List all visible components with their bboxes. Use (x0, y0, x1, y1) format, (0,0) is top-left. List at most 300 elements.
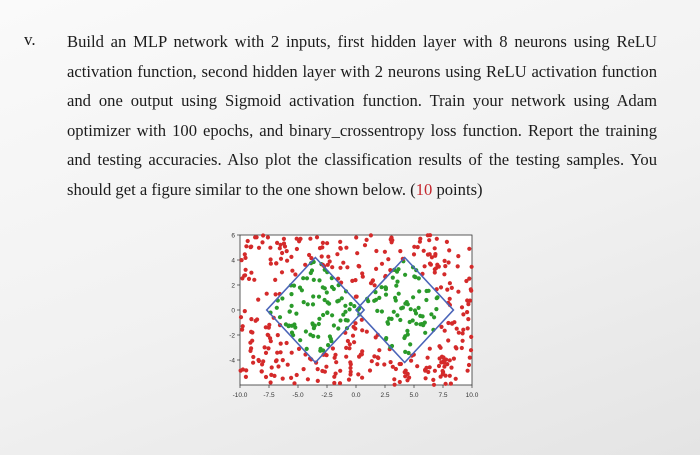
point-outside (368, 368, 372, 372)
y-tick-label: 2 (231, 282, 235, 290)
question-points-suffix: points) (432, 179, 483, 199)
point-outside (465, 298, 469, 302)
point-outside (315, 235, 319, 239)
point-outside (441, 372, 445, 376)
point-outside (295, 373, 299, 377)
point-outside (320, 254, 324, 258)
point-inside (427, 289, 431, 293)
point-outside (376, 356, 380, 360)
point-inside (311, 334, 315, 338)
point-outside (352, 325, 356, 329)
y-axis-ticks (229, 232, 240, 364)
point-outside (323, 370, 327, 374)
point-outside (249, 271, 253, 275)
point-outside (268, 246, 272, 250)
point-outside (242, 274, 246, 278)
point-outside (285, 341, 289, 345)
point-inside (332, 287, 336, 291)
point-inside (312, 326, 316, 330)
point-inside (349, 302, 353, 306)
point-outside (377, 348, 381, 352)
point-inside (317, 295, 321, 299)
point-outside (438, 356, 442, 360)
point-outside (251, 355, 255, 359)
point-outside (260, 240, 264, 244)
point-outside (302, 367, 306, 371)
point-outside (460, 305, 464, 309)
point-outside (338, 381, 342, 385)
point-inside (330, 313, 334, 317)
point-inside (306, 302, 310, 306)
point-outside (469, 335, 473, 339)
point-outside (398, 380, 402, 384)
point-outside (437, 364, 441, 368)
point-outside (456, 254, 460, 258)
point-outside (383, 250, 387, 254)
point-outside (360, 349, 364, 353)
point-outside (363, 243, 367, 247)
point-outside (334, 372, 338, 376)
point-outside (461, 328, 465, 332)
point-outside (285, 259, 289, 263)
point-outside (353, 278, 357, 282)
point-inside (302, 300, 306, 304)
point-outside (426, 356, 430, 360)
point-inside (278, 315, 282, 319)
point-outside (348, 360, 352, 364)
point-outside (433, 369, 437, 373)
point-inside (386, 322, 390, 326)
y-tick-label: -4 (229, 357, 235, 365)
point-outside (330, 265, 334, 269)
point-outside (240, 328, 244, 332)
point-outside (456, 264, 460, 268)
point-outside (429, 263, 433, 267)
point-outside (263, 345, 267, 349)
point-inside (317, 317, 321, 321)
point-outside (326, 255, 330, 259)
point-outside (278, 246, 282, 250)
point-outside (398, 249, 402, 253)
point-inside (311, 323, 315, 327)
point-outside (433, 246, 437, 250)
point-outside (405, 378, 409, 382)
point-outside (442, 365, 446, 369)
x-tick-label: 0.0 (351, 392, 361, 399)
point-outside (373, 283, 377, 287)
point-outside (428, 347, 432, 351)
point-outside (391, 365, 395, 369)
point-inside (403, 350, 407, 354)
point-inside (398, 318, 402, 322)
point-outside (269, 339, 273, 343)
point-outside (365, 238, 369, 242)
point-inside (414, 322, 418, 326)
point-outside (272, 374, 276, 378)
point-inside (323, 286, 327, 290)
x-axis-ticks (233, 385, 479, 399)
point-outside (243, 252, 247, 256)
point-outside (246, 239, 250, 243)
point-outside (308, 237, 312, 241)
point-outside (356, 372, 360, 376)
point-inside (346, 318, 350, 322)
point-outside (255, 317, 259, 321)
points-value: 10 (415, 179, 433, 199)
question-text (67, 27, 657, 204)
point-outside (431, 378, 435, 382)
point-inside (332, 323, 336, 327)
point-inside (403, 302, 407, 306)
y-tick-label: 0 (231, 307, 235, 315)
point-outside (398, 362, 402, 366)
point-inside (294, 312, 298, 316)
point-outside (282, 237, 286, 241)
point-outside (344, 246, 348, 250)
point-inside (375, 309, 379, 313)
point-inside (318, 349, 322, 353)
point-outside (456, 290, 460, 294)
point-outside (360, 271, 364, 275)
point-outside (382, 362, 386, 366)
point-inside (311, 302, 315, 306)
point-outside (348, 342, 352, 346)
point-outside (351, 334, 355, 338)
point-outside (269, 257, 273, 261)
point-outside (266, 333, 270, 337)
point-outside (335, 252, 339, 256)
point-outside (439, 285, 443, 289)
point-outside (445, 240, 449, 244)
point-outside (339, 247, 343, 251)
point-outside (357, 264, 361, 268)
point-inside (395, 313, 399, 317)
point-inside (423, 321, 427, 325)
point-inside (317, 322, 321, 326)
point-outside (274, 261, 278, 265)
point-outside (439, 346, 443, 350)
point-inside (300, 288, 304, 292)
point-inside (405, 329, 409, 333)
point-outside (239, 369, 243, 373)
point-inside (409, 307, 413, 311)
point-outside (281, 358, 285, 362)
point-outside (355, 295, 359, 299)
point-outside (466, 326, 470, 330)
point-outside (442, 359, 446, 363)
point-outside (452, 357, 456, 361)
point-outside (325, 241, 329, 245)
point-outside (461, 339, 465, 343)
point-inside (325, 311, 329, 315)
point-inside (321, 313, 325, 317)
point-outside (280, 251, 284, 255)
point-outside (256, 298, 260, 302)
point-outside (292, 381, 296, 385)
point-outside (454, 377, 458, 381)
point-outside (446, 321, 450, 325)
point-outside (448, 374, 452, 378)
x-tick-label: -5.0 (292, 392, 304, 399)
point-inside (392, 310, 396, 314)
point-inside (336, 326, 340, 330)
question-body: Build an MLP network with 2 inputs, first hidden layer with 8 neurons using ReLU activation function, second hidden layer with 2 neurons using ReLU activation function and one output using Sigmoid activation function. Train your network using Adam optimizer with 100 epochs, and binary_crossentropy loss function. Report the training and testing accuracies. Also plot the classification results of the testing samples. You should get a figure similar to the one shown below. ( (67, 32, 657, 199)
point-inside (290, 331, 294, 335)
point-outside (370, 359, 374, 363)
point-outside (360, 376, 364, 380)
point-inside (383, 285, 387, 289)
point-inside (326, 300, 330, 304)
point-outside (257, 246, 261, 250)
point-inside (394, 284, 398, 288)
classification-figure (218, 225, 480, 415)
point-outside (338, 240, 342, 244)
point-inside (435, 296, 439, 300)
point-inside (432, 315, 436, 319)
point-outside (392, 377, 396, 381)
point-outside (415, 364, 419, 368)
point-outside (374, 335, 378, 339)
point-outside (274, 292, 278, 296)
point-outside (328, 259, 332, 263)
point-inside (377, 296, 381, 300)
point-outside (450, 286, 454, 290)
point-outside (281, 377, 285, 381)
point-inside (403, 334, 407, 338)
point-inside (417, 289, 421, 293)
point-outside (333, 353, 337, 357)
point-inside (311, 294, 315, 298)
point-outside (443, 329, 447, 333)
point-outside (297, 239, 301, 243)
point-outside (448, 358, 452, 362)
point-outside (249, 346, 253, 350)
point-outside (403, 370, 407, 374)
point-outside (280, 270, 284, 274)
point-outside (244, 375, 248, 379)
point-outside (285, 249, 289, 253)
point-outside (457, 331, 461, 335)
point-outside (316, 379, 320, 383)
point-outside (273, 278, 277, 282)
point-outside (261, 233, 265, 237)
point-outside (365, 330, 369, 334)
point-outside (279, 342, 283, 346)
point-outside (247, 277, 251, 281)
point-outside (448, 281, 452, 285)
point-outside (266, 235, 270, 239)
point-outside (275, 241, 279, 245)
point-outside (470, 265, 474, 269)
point-inside (343, 304, 347, 308)
point-inside (288, 310, 292, 314)
point-inside (290, 324, 294, 328)
point-outside (345, 265, 349, 269)
point-outside (267, 323, 271, 327)
point-outside (447, 248, 451, 252)
y-tick-label: 6 (231, 232, 235, 240)
point-outside (275, 358, 279, 362)
point-outside (374, 249, 378, 253)
point-outside (269, 262, 273, 266)
x-tick-label: -2.5 (321, 392, 333, 399)
point-inside (408, 342, 412, 346)
point-outside (444, 382, 448, 386)
point-outside (467, 247, 471, 251)
point-outside (276, 364, 280, 368)
point-outside (249, 245, 253, 249)
point-inside (289, 292, 293, 296)
point-outside (446, 338, 450, 342)
point-outside (244, 268, 248, 272)
point-outside (269, 380, 273, 384)
point-outside (468, 356, 472, 360)
point-outside (423, 264, 427, 268)
point-inside (292, 284, 296, 288)
point-outside (369, 233, 373, 237)
point-inside (352, 304, 356, 308)
point-outside (360, 328, 364, 332)
point-inside (275, 306, 279, 310)
point-outside (253, 235, 257, 239)
y-tick-label: -2 (229, 332, 235, 340)
point-outside (286, 363, 290, 367)
x-tick-label: -7.5 (263, 392, 275, 399)
point-outside (244, 244, 248, 248)
point-outside (461, 312, 465, 316)
point-outside (424, 366, 428, 370)
point-outside (316, 367, 320, 371)
point-outside (293, 272, 297, 276)
point-outside (270, 365, 274, 369)
point-outside (344, 355, 348, 359)
point-inside (408, 320, 412, 324)
x-tick-label: 10.0 (465, 392, 479, 399)
point-outside (261, 359, 265, 363)
point-outside (461, 331, 465, 335)
point-outside (409, 359, 413, 363)
point-outside (266, 346, 270, 350)
scatter-plot (218, 225, 480, 415)
point-inside (421, 314, 425, 318)
x-tick-label: 2.5 (380, 392, 390, 399)
point-outside (295, 247, 299, 251)
point-outside (466, 317, 470, 321)
point-outside (433, 254, 437, 258)
point-inside (325, 290, 329, 294)
point-outside (306, 377, 310, 381)
x-tick-label: 5.0 (409, 392, 419, 399)
point-outside (389, 360, 393, 364)
point-inside (317, 278, 321, 282)
point-inside (304, 329, 308, 333)
point-outside (467, 363, 471, 367)
x-tick-label: 7.5 (438, 392, 448, 399)
point-outside (290, 351, 294, 355)
point-outside (371, 278, 375, 282)
point-inside (366, 299, 370, 303)
point-outside (352, 340, 356, 344)
point-outside (264, 325, 268, 329)
point-outside (469, 287, 473, 291)
point-outside (338, 266, 342, 270)
point-outside (264, 375, 268, 379)
point-outside (443, 264, 447, 268)
point-outside (393, 383, 397, 387)
point-outside (466, 302, 470, 306)
point-outside (428, 233, 432, 237)
point-outside (289, 376, 293, 380)
point-inside (391, 276, 395, 280)
point-inside (305, 276, 309, 280)
point-outside (257, 359, 261, 363)
point-outside (445, 288, 449, 292)
point-outside (265, 292, 269, 296)
point-outside (424, 376, 428, 380)
point-outside (282, 241, 286, 245)
point-outside (344, 346, 348, 350)
point-outside (416, 245, 420, 249)
point-outside (448, 297, 452, 301)
point-outside (390, 240, 394, 244)
point-inside (301, 276, 305, 280)
point-outside (449, 382, 453, 386)
point-inside (312, 278, 316, 282)
point-outside (354, 235, 358, 239)
point-outside (435, 237, 439, 241)
point-inside (335, 299, 339, 303)
point-inside (411, 295, 415, 299)
point-inside (434, 307, 438, 311)
point-outside (469, 348, 473, 352)
y-tick-label: 4 (231, 257, 235, 265)
point-inside (423, 331, 427, 335)
point-inside (384, 293, 388, 297)
point-outside (276, 333, 280, 337)
point-inside (329, 337, 333, 341)
point-outside (264, 351, 268, 355)
point-outside (243, 256, 247, 260)
point-inside (280, 296, 284, 300)
point-inside (290, 304, 294, 308)
point-inside (395, 280, 399, 284)
point-outside (374, 267, 378, 271)
point-outside (466, 369, 470, 373)
point-outside (239, 315, 243, 319)
point-outside (443, 259, 447, 263)
point-inside (396, 267, 400, 271)
point-outside (279, 257, 283, 261)
point-inside (343, 310, 347, 314)
point-outside (250, 339, 254, 343)
point-outside (289, 255, 293, 259)
point-outside (380, 262, 384, 266)
x-tick-label: -10.0 (232, 392, 248, 399)
point-outside (334, 360, 338, 364)
point-outside (260, 369, 264, 373)
point-inside (390, 317, 394, 321)
point-outside (454, 345, 458, 349)
point-outside (372, 354, 376, 358)
point-outside (318, 246, 322, 250)
point-outside (449, 366, 453, 370)
point-outside (321, 241, 325, 245)
point-outside (455, 327, 459, 331)
point-inside (414, 311, 418, 315)
point-inside (403, 273, 407, 277)
point-outside (464, 279, 468, 283)
point-outside (338, 369, 342, 373)
